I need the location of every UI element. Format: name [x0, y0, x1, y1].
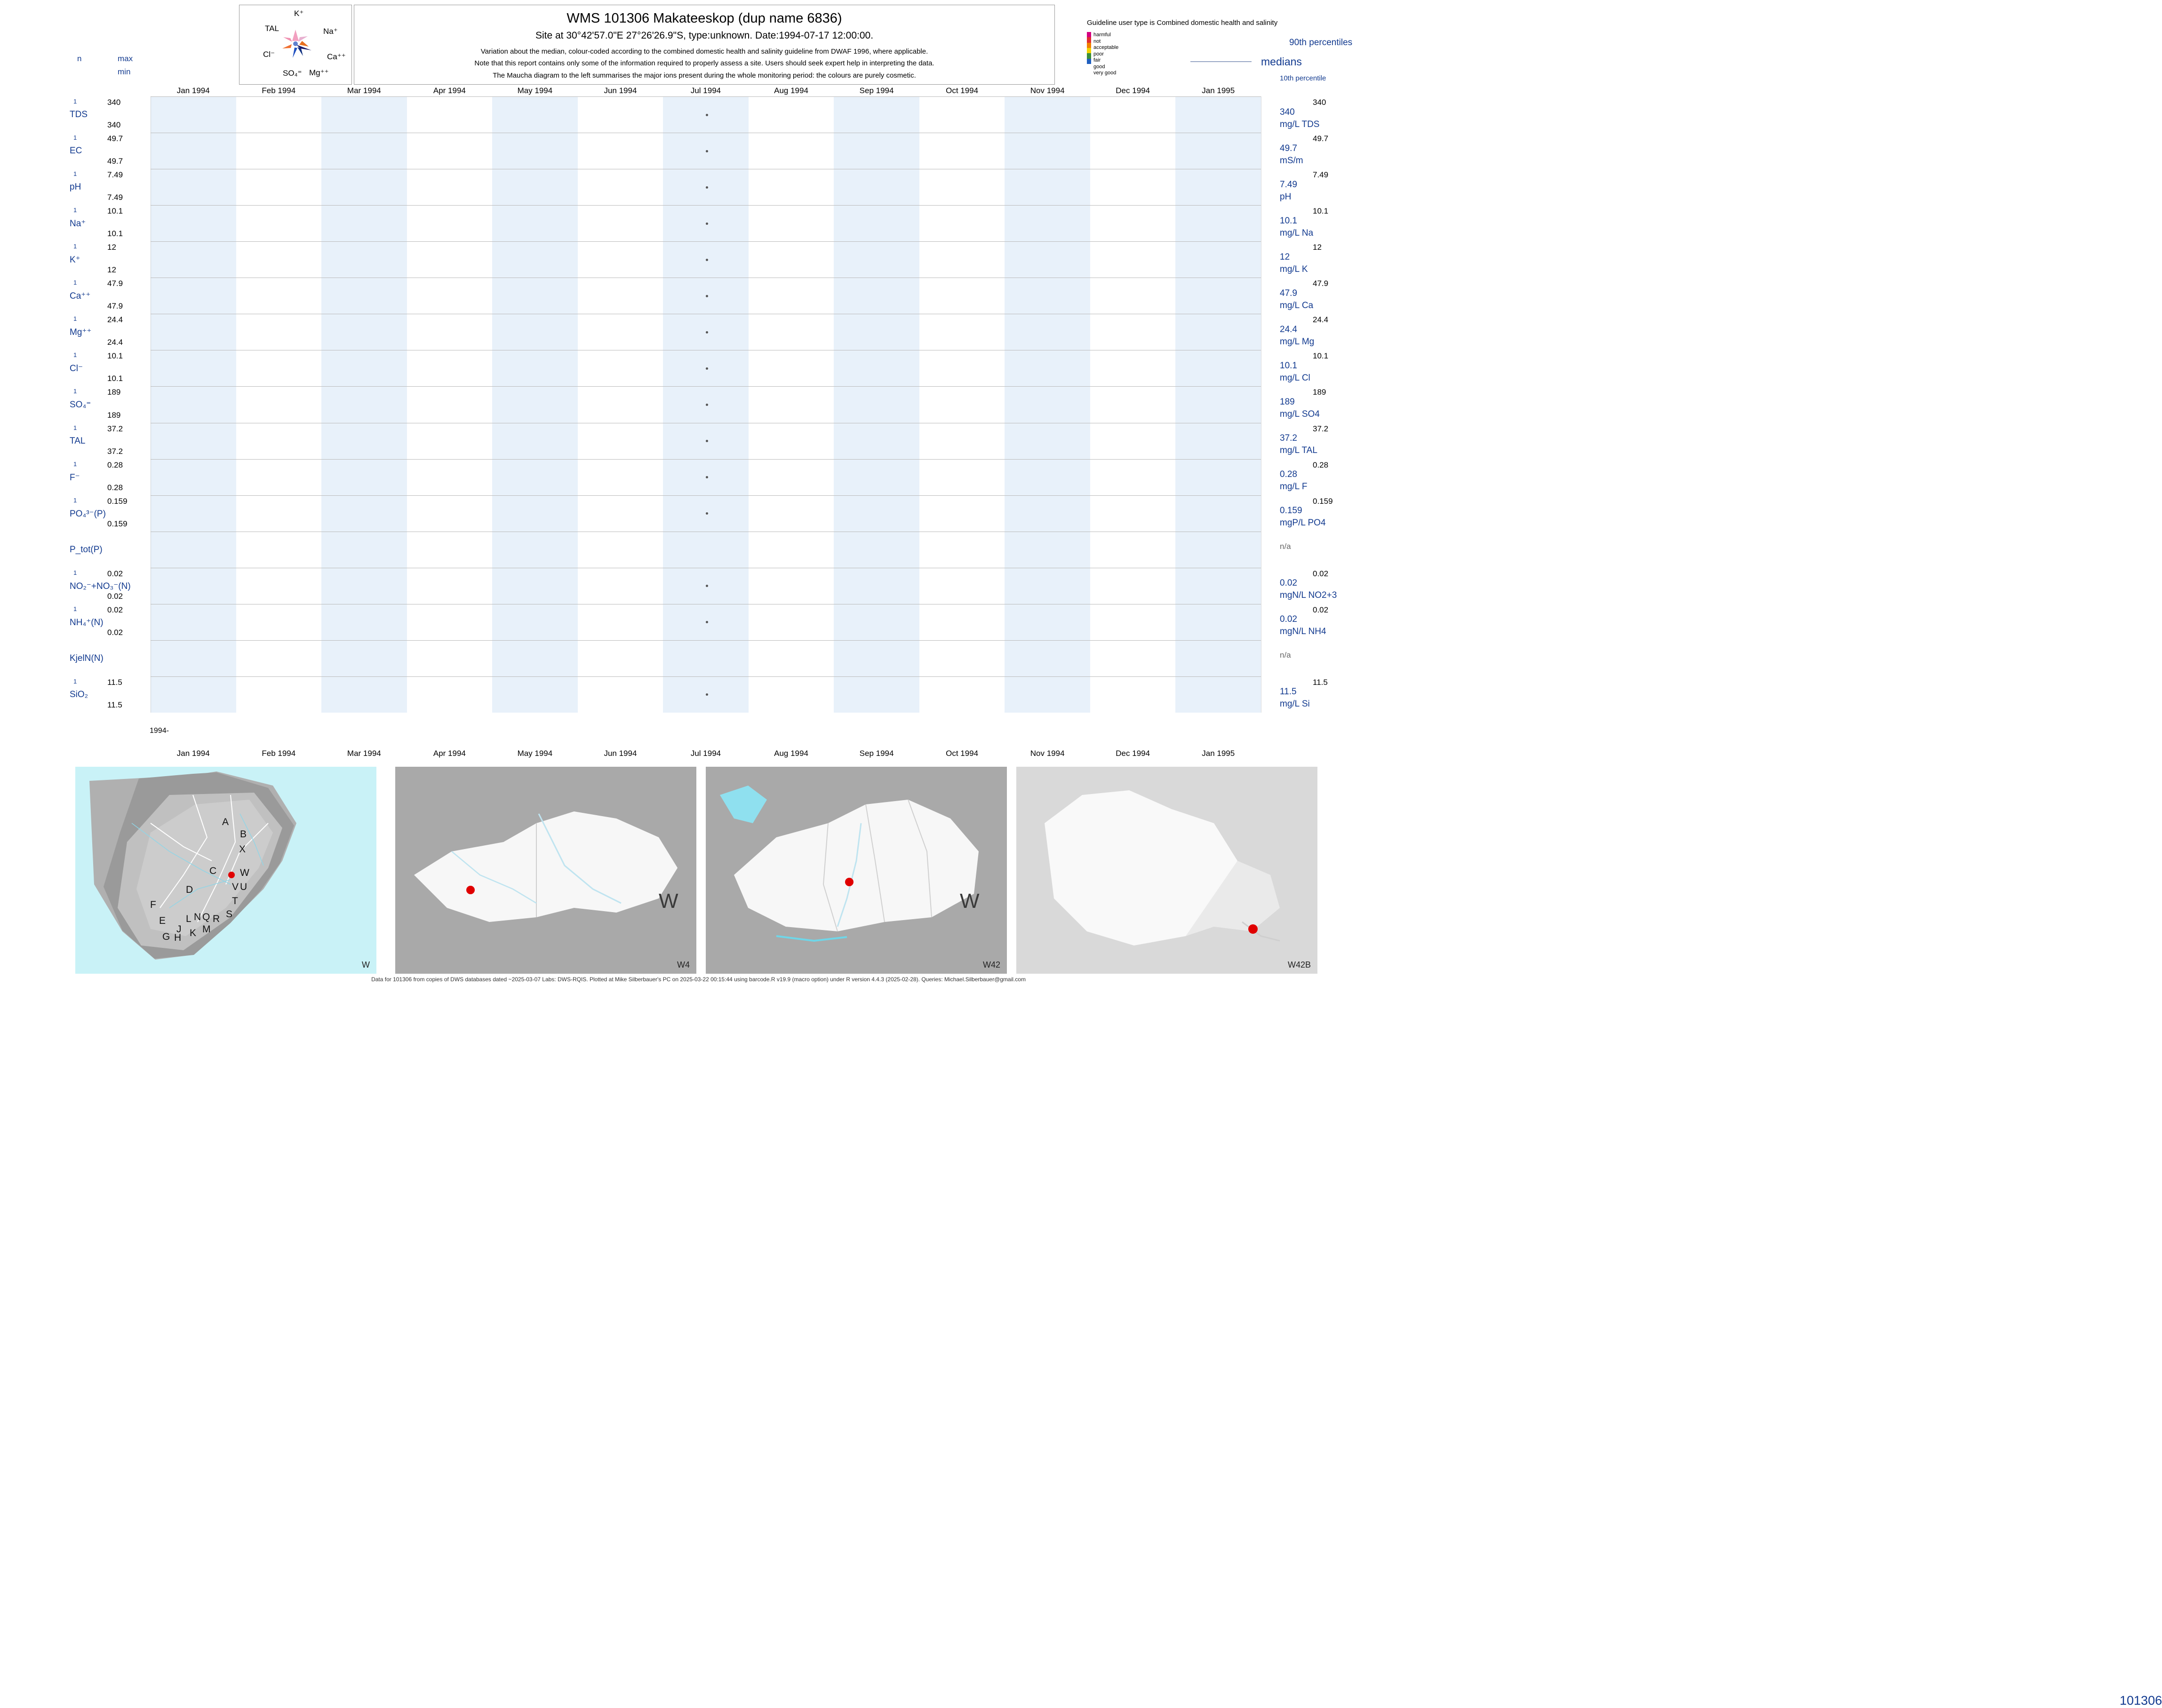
parameter-row-divider — [151, 241, 1261, 242]
parameter-unit-label: mgN/L NO2+3 — [1280, 590, 1337, 601]
month-band — [492, 96, 578, 713]
parameter-sample-count: 1 — [73, 351, 77, 359]
month-band — [321, 96, 407, 713]
svg-text:F: F — [150, 899, 156, 910]
month-band — [1005, 96, 1090, 713]
svg-text:X: X — [239, 844, 246, 855]
parameter-min-value: 37.2 — [107, 446, 123, 456]
parameter-row-divider — [151, 495, 1261, 496]
note-line-3: The Maucha diagram to the left summarises the major ions present during the whole monitoring period: the colours are purely cosmetic. — [493, 71, 916, 79]
parameter-p90-value: 12 — [1313, 243, 1322, 252]
month-axis-label-top: Jul 1994 — [690, 86, 721, 95]
month-axis-label-bottom: Mar 1994 — [347, 749, 381, 758]
legend-min: min — [118, 67, 131, 76]
parameter-max-value: 11.5 — [107, 677, 122, 687]
parameter-sample-count: 1 — [73, 424, 77, 431]
data-point — [706, 295, 708, 297]
parameter-min-value: 0.28 — [107, 483, 123, 492]
parameter-unit-label: pH — [1280, 191, 1292, 202]
parameter-min-value: 0.159 — [107, 519, 128, 528]
parameter-label-no2no3n: NO₂⁻+NO₃⁻(N) — [70, 581, 131, 591]
parameter-label-ph: pH — [70, 182, 81, 192]
parameter-row-divider — [151, 96, 1261, 97]
svg-text:S: S — [226, 909, 233, 920]
parameter-p90-value: 24.4 — [1313, 315, 1329, 325]
parameter-p90-value: 47.9 — [1313, 279, 1329, 288]
month-axis-label-bottom: Feb 1994 — [262, 749, 296, 758]
svg-text:W: W — [960, 890, 980, 913]
map-code-w42b: W42B — [1287, 960, 1311, 969]
month-axis-label-top: Sep 1994 — [859, 86, 894, 95]
month-axis-label-bottom: Jul 1994 — [690, 749, 721, 758]
parameter-min-value: 10.1 — [107, 229, 123, 238]
month-axis-label-top: Dec 1994 — [1116, 86, 1150, 95]
map-catchment-w42[interactable] — [706, 767, 1007, 974]
svg-text:E: E — [159, 915, 166, 926]
parameter-median-value: 10.1 — [1280, 215, 1297, 226]
month-axis-label-top: Nov 1994 — [1030, 86, 1065, 95]
page-title: WMS 101306 Makateeskop (dup name 6836) — [566, 11, 842, 26]
parameter-max-value: 10.1 — [107, 351, 123, 361]
parameter-label-nh4n: NH₄⁺(N) — [70, 617, 104, 628]
parameter-sample-count: 1 — [73, 98, 77, 105]
maucha-label-mg: Mg⁺⁺ — [309, 68, 329, 77]
parameter-unit-label: mS/m — [1280, 155, 1303, 166]
parameter-unit-label: mg/L TDS — [1280, 119, 1320, 129]
parameter-label-ec: EC — [70, 146, 82, 156]
parameter-median-value: 7.49 — [1280, 179, 1297, 190]
guideline-class-label: fair — [1093, 57, 1101, 63]
parameter-max-value: 10.1 — [107, 207, 123, 216]
parameter-p90-value: 7.49 — [1313, 170, 1329, 180]
parameter-label-so4: SO₄⁼ — [70, 400, 91, 410]
svg-text:V: V — [232, 882, 239, 892]
data-point — [706, 186, 708, 189]
parameter-unit-label: mg/L SO4 — [1280, 409, 1320, 419]
parameter-p90-value: 10.1 — [1313, 351, 1329, 361]
data-point — [706, 259, 708, 261]
parameter-sample-count: 1 — [73, 460, 77, 468]
maucha-label-tal: TAL — [265, 24, 279, 33]
maucha-label-ca: Ca⁺⁺ — [327, 52, 346, 61]
month-band — [834, 96, 919, 713]
parameter-sample-count: 1 — [73, 134, 77, 142]
svg-text:T: T — [232, 896, 238, 906]
parameter-median-value: 0.159 — [1280, 506, 1302, 516]
guideline-class-label: poor — [1093, 51, 1104, 57]
month-axis-label-bottom: Jun 1994 — [604, 749, 637, 758]
parameter-unit-label: mgP/L PO4 — [1280, 518, 1326, 528]
parameter-unit-label: mg/L Mg — [1280, 336, 1315, 347]
parameter-min-value: 189 — [107, 410, 121, 420]
parameter-max-value: 37.2 — [107, 424, 123, 433]
data-point — [706, 367, 708, 370]
parameter-median-value: 24.4 — [1280, 324, 1297, 334]
month-axis-label-bottom: Nov 1994 — [1030, 749, 1065, 758]
parameter-median-value: n/a — [1280, 542, 1291, 551]
guideline-class-swatch — [1087, 59, 1091, 64]
parameter-min-value: 12 — [107, 265, 116, 275]
maucha-label-so4: SO₄⁼ — [283, 69, 302, 78]
parameter-min-value: 11.5 — [107, 700, 122, 709]
parameter-min-value: 47.9 — [107, 302, 123, 311]
parameter-max-value: 12 — [107, 243, 116, 252]
parameter-label-sio2: SiO₂ — [70, 689, 88, 699]
map-national[interactable] — [75, 767, 376, 974]
parameter-label-cl: Cl⁻ — [70, 364, 83, 374]
parameter-min-value: 7.49 — [107, 193, 123, 202]
footer-credits: Data for 101306 from copies of DWS databases dated ~2025-03-07 Labs: DWS-RQIS. Plotted at Mike Silberbauer's PC on 2025-03-22 00:15:44 using barcode.R v19.9 (macro option) under R version 4.4.3 (2025-02-28). Queries: Michael.Silberbauer@gmail.com — [371, 976, 1026, 983]
parameter-min-value: 24.4 — [107, 338, 123, 347]
month-axis-label-top: Feb 1994 — [262, 86, 296, 95]
map-national-svg — [75, 767, 376, 974]
month-axis-label-bottom: Dec 1994 — [1116, 749, 1150, 758]
month-band — [1175, 96, 1261, 713]
data-point — [706, 222, 708, 225]
svg-text:C: C — [209, 866, 217, 876]
month-axis-label-top: May 1994 — [517, 86, 553, 95]
parameter-sample-count: 1 — [73, 315, 77, 323]
parameter-max-value: 24.4 — [107, 315, 123, 325]
guideline-class-swatch — [1087, 48, 1091, 53]
month-axis-label-bottom: Oct 1994 — [946, 749, 979, 758]
data-point — [706, 114, 708, 116]
parameter-median-value: 11.5 — [1280, 687, 1297, 697]
parameter-sample-count: 1 — [73, 207, 77, 214]
parameter-p90-value: 37.2 — [1313, 424, 1329, 433]
guideline-class-swatch — [1087, 37, 1091, 42]
parameter-median-value: 189 — [1280, 397, 1295, 407]
svg-text:D: D — [186, 884, 193, 895]
parameter-label-f: F⁻ — [70, 472, 80, 483]
parameter-unit-label: mg/L K — [1280, 264, 1308, 274]
svg-text:W: W — [659, 890, 678, 913]
svg-text:K: K — [190, 928, 197, 938]
year-axis-tick: 1994- — [150, 727, 169, 735]
month-axis-label-bottom: May 1994 — [517, 749, 553, 758]
parameter-label-tal: TAL — [70, 436, 86, 446]
legend-90th-percentile: 90th percentiles — [1289, 38, 1353, 48]
svg-text:R: R — [213, 914, 220, 924]
month-band — [151, 96, 236, 713]
month-axis-label-top: Oct 1994 — [946, 86, 979, 95]
month-axis-label-bottom: Sep 1994 — [859, 749, 894, 758]
guideline-class-swatch — [1087, 53, 1091, 58]
parameter-median-value: n/a — [1280, 651, 1291, 660]
svg-text:B: B — [240, 829, 247, 840]
map-w4-svg — [395, 767, 696, 974]
guideline-class-label: good — [1093, 64, 1105, 70]
guideline-colour-bar — [1087, 32, 1119, 76]
site-subtitle: Site at 30°42'57.0"E 27°26'26.9"S, type:unknown. Date:1994-07-17 12:00:00. — [535, 30, 874, 41]
parameter-min-value: 49.7 — [107, 157, 123, 166]
parameter-max-value: 0.02 — [107, 569, 123, 578]
month-axis-label-top: Apr 1994 — [433, 86, 466, 95]
parameter-max-value: 0.159 — [107, 496, 128, 506]
parameter-min-value: 10.1 — [107, 374, 123, 383]
map-code-national: W — [362, 960, 370, 969]
data-point — [706, 404, 708, 406]
parameter-median-value: 47.9 — [1280, 288, 1297, 298]
parameter-median-value: 0.02 — [1280, 578, 1297, 588]
parameter-p90-value: 49.7 — [1313, 134, 1329, 143]
svg-text:L: L — [186, 914, 191, 924]
legend-median-line — [1190, 61, 1252, 62]
maucha-label-k: K⁺ — [294, 9, 304, 18]
parameter-row-divider — [151, 386, 1261, 387]
parameter-max-value: 0.02 — [107, 605, 123, 614]
guideline-class-swatch — [1087, 43, 1091, 48]
parameter-p90-value: 0.02 — [1313, 605, 1329, 614]
legend-10th-percentile: 10th percentile — [1280, 74, 1326, 82]
guideline-class-label: harmful — [1093, 32, 1111, 38]
parameter-label-na: Na⁺ — [70, 219, 86, 229]
parameter-unit-label: mg/L Cl — [1280, 373, 1310, 383]
parameter-max-value: 49.7 — [107, 134, 123, 143]
map-code-w42: W42 — [982, 960, 1000, 969]
svg-text:J: J — [176, 924, 182, 935]
parameter-median-value: 340 — [1280, 107, 1295, 117]
month-axis-label-bottom: Aug 1994 — [774, 749, 808, 758]
svg-text:U: U — [240, 882, 247, 892]
guideline-class-label: very good — [1093, 70, 1117, 76]
parameter-sample-count: 1 — [73, 496, 77, 504]
parameter-row-divider — [151, 640, 1261, 641]
parameter-min-value: 0.02 — [107, 628, 123, 637]
parameter-median-value: 0.28 — [1280, 469, 1297, 480]
svg-text:M: M — [202, 924, 211, 935]
maucha-star-icon — [267, 21, 324, 68]
parameter-unit-label: mg/L Na — [1280, 228, 1314, 238]
parameter-p90-value: 0.02 — [1313, 569, 1329, 578]
parameter-unit-label: mg/L Si — [1280, 699, 1310, 709]
parameter-sample-count: 1 — [73, 677, 77, 685]
maucha-label-na: Na⁺ — [323, 27, 338, 36]
svg-text:H: H — [174, 932, 182, 943]
legend-max: max — [118, 54, 133, 63]
parameter-p90-value: 10.1 — [1313, 207, 1329, 216]
parameter-sample-count: 1 — [73, 605, 77, 612]
parameter-max-value: 7.49 — [107, 170, 123, 180]
parameter-unit-label: mg/L F — [1280, 482, 1308, 492]
parameter-row-divider — [151, 459, 1261, 460]
svg-text:N: N — [194, 912, 201, 922]
maucha-label-cl: Cl⁻ — [263, 50, 275, 59]
data-point — [706, 331, 708, 334]
month-axis-label-top: Jun 1994 — [604, 86, 637, 95]
note-line-2: Note that this report contains only some of the information required to properly assess a site. Users should seek expert help in interpreting the data. — [474, 59, 934, 68]
parameter-label-po4p: PO₄³⁻(P) — [70, 508, 106, 519]
parameter-unit-label: mgN/L NH4 — [1280, 627, 1326, 637]
parameter-label-ca: Ca⁺⁺ — [70, 291, 91, 302]
parameter-median-value: 12 — [1280, 252, 1290, 262]
svg-text:Q: Q — [202, 912, 210, 922]
parameter-p90-value: 189 — [1313, 388, 1326, 397]
site-id-label: 101306 — [2120, 1693, 2162, 1708]
title-panel — [354, 5, 1055, 85]
svg-text:W: W — [240, 867, 249, 878]
parameter-p90-value: 340 — [1313, 98, 1326, 107]
legend-medians: medians — [1261, 56, 1302, 68]
parameter-row-divider — [151, 205, 1261, 206]
parameter-max-value: 189 — [107, 388, 121, 397]
map-quaternary-w42b[interactable] — [1016, 767, 2162, 1708]
parameter-sample-count: 1 — [73, 388, 77, 395]
month-axis-label-bottom: Jan 1995 — [1202, 749, 1235, 758]
parameter-max-value: 0.28 — [107, 460, 123, 469]
parameter-max-value: 340 — [107, 98, 121, 107]
parameter-label-tds: TDS — [70, 110, 88, 119]
parameter-sample-count: 1 — [73, 279, 77, 286]
map-w42-svg — [706, 767, 1007, 974]
parameter-label-ptotp: P_tot(P) — [70, 544, 103, 555]
parameter-min-value: 340 — [107, 120, 121, 130]
parameter-max-value: 47.9 — [107, 279, 123, 288]
parameter-label-kjeln: KjelN(N) — [70, 653, 104, 663]
parameter-min-value: 0.02 — [107, 591, 123, 601]
maucha-diagram-panel — [239, 5, 352, 85]
svg-text:A: A — [222, 817, 229, 827]
parameter-row-divider — [151, 676, 1261, 677]
svg-text:G: G — [162, 931, 170, 942]
map-catchment-w4[interactable] — [395, 767, 696, 974]
month-axis-label-top: Jan 1994 — [176, 86, 210, 95]
data-point — [706, 150, 708, 152]
parameter-p90-value: 0.159 — [1313, 496, 1333, 506]
guideline-legend-title: Guideline user type is Combined domestic health and salinity — [1087, 19, 1278, 27]
guideline-legend-title-wrap — [1087, 19, 1388, 27]
month-axis-label-top: Aug 1994 — [774, 86, 808, 95]
parameter-median-value: 10.1 — [1280, 360, 1297, 371]
guideline-class-swatch — [1087, 32, 1091, 37]
parameter-sample-count: 1 — [73, 569, 77, 576]
parameter-sample-count: 1 — [73, 170, 77, 178]
parameter-median-value: 0.02 — [1280, 614, 1297, 625]
month-axis-label-bottom: Jan 1994 — [176, 749, 210, 758]
note-line-1: Variation about the median, colour-coded according to the combined domestic health and salinity guideline from DWAF 1996, where applicable. — [480, 48, 928, 56]
parameter-sample-count: 1 — [73, 243, 77, 250]
parameter-median-value: 37.2 — [1280, 433, 1297, 444]
parameter-unit-label: mg/L TAL — [1280, 445, 1317, 456]
legend-n: n — [77, 54, 82, 63]
parameter-p90-value: 11.5 — [1313, 677, 1328, 687]
map-w42b-svg — [1016, 767, 1317, 974]
month-axis-label-top: Jan 1995 — [1202, 86, 1235, 95]
parameter-label-k: K⁺ — [70, 255, 80, 265]
guideline-class-label: not acceptable — [1093, 38, 1119, 50]
map-code-w4: W4 — [677, 960, 690, 969]
month-axis-label-bottom: Apr 1994 — [433, 749, 466, 758]
parameter-unit-label: mg/L Ca — [1280, 300, 1314, 310]
parameter-p90-value: 0.28 — [1313, 460, 1329, 469]
parameter-label-mg: Mg⁺⁺ — [70, 327, 92, 338]
parameter-median-value: 49.7 — [1280, 143, 1297, 153]
month-axis-label-top: Mar 1994 — [347, 86, 381, 95]
